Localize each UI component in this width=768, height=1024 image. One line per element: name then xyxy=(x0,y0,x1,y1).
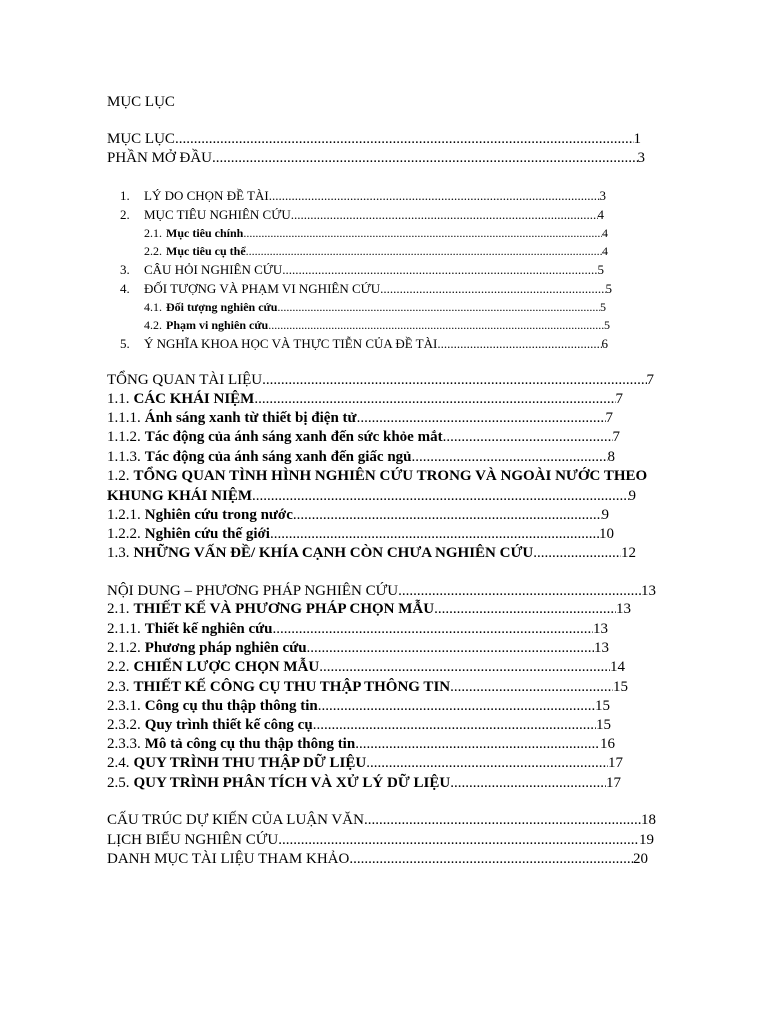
toc-label: TỔNG QUAN TÌNH HÌNH NGHIÊN CỨU TRONG VÀ NGOÀI NƯỚC THEO xyxy=(133,468,648,484)
toc-number: 4. xyxy=(120,281,130,296)
toc-leader xyxy=(349,850,633,869)
toc-label: Ý NGHĨA KHOA HỌC VÀ THỰC TIỄN CỦA ĐỀ TÀI xyxy=(144,336,438,351)
toc-leader xyxy=(450,774,606,793)
toc-page: 14 xyxy=(610,659,625,675)
toc-page: 7 xyxy=(605,410,613,426)
toc-number: 1.1.1. xyxy=(107,410,141,426)
toc-entry xyxy=(107,371,654,390)
toc-leader xyxy=(262,371,646,390)
toc-number: 1.3. xyxy=(107,545,130,561)
toc-page: 6 xyxy=(601,336,608,351)
toc-page: 10 xyxy=(599,526,614,542)
toc-label: Công cụ thu thập thông tin xyxy=(144,698,318,714)
toc-leader xyxy=(443,428,613,447)
toc-label: Thiết kế nghiên cứu xyxy=(144,621,273,637)
toc-number: 1.2.2. xyxy=(107,526,141,542)
toc-entry xyxy=(107,428,620,447)
toc-label: MỤC LỤC xyxy=(107,131,175,147)
toc-label: TỔNG QUAN TÀI LIỆU xyxy=(107,372,263,388)
toc-leader xyxy=(270,525,599,544)
toc-leader xyxy=(437,335,601,353)
toc-page: 13 xyxy=(594,640,609,656)
toc-entry xyxy=(107,620,608,639)
toc-leader xyxy=(269,187,600,205)
toc-leader xyxy=(277,299,600,315)
toc-page: 1 xyxy=(633,131,641,147)
toc-number: 1.1. xyxy=(107,391,130,407)
toc-page: 5 xyxy=(604,318,610,332)
toc-label: NHỮNG VẤN ĐỀ/ KHÍA CẠNH CÒN CHƯA NGHIÊN CỨU xyxy=(133,545,534,561)
toc-label: Phương pháp nghiên cứu xyxy=(144,640,307,656)
toc-number: 2.3.3. xyxy=(107,736,141,752)
toc-label: Tác động của ánh sáng xanh đến sức khỏe mắt xyxy=(144,429,443,445)
toc-leader xyxy=(243,225,602,241)
toc-leader xyxy=(293,506,602,525)
toc-entry xyxy=(120,261,604,279)
toc-leader xyxy=(412,448,608,467)
toc-label: QUY TRÌNH PHÂN TÍCH VÀ XỬ LÝ DỮ LIỆU xyxy=(133,775,451,791)
toc-number: 1. xyxy=(120,188,130,203)
toc-leader xyxy=(318,697,595,716)
toc-label: Mục tiêu chính xyxy=(166,226,244,240)
toc-entry xyxy=(107,774,621,793)
toc-entry xyxy=(107,582,656,601)
toc-leader xyxy=(533,544,621,563)
toc-page: 3 xyxy=(599,188,606,203)
toc-label: ĐỐI TƯỢNG VÀ PHẠM VI NGHIÊN CỨU xyxy=(144,281,381,296)
toc-label: Tác động của ánh sáng xanh đến giấc ngủ xyxy=(144,449,412,465)
toc-entry xyxy=(107,409,613,428)
toc-entry xyxy=(107,467,667,486)
toc-label: Nghiên cứu trong nước xyxy=(144,507,293,523)
toc-label: PHẦN MỞ ĐẦU xyxy=(107,150,213,166)
toc-page: 9 xyxy=(601,507,609,523)
toc-entry xyxy=(107,735,615,754)
toc-label: Nghiên cứu thế giới xyxy=(144,526,270,542)
toc-page: 9 xyxy=(628,488,636,504)
toc-leader xyxy=(313,716,596,735)
toc-entry xyxy=(144,299,606,315)
toc-number: 2.3.2. xyxy=(107,717,141,733)
toc-entry xyxy=(107,697,610,716)
toc-label: KHUNG KHÁI NIỆM xyxy=(107,488,253,504)
toc-leader xyxy=(246,243,602,259)
toc-page: 15 xyxy=(595,698,610,714)
toc-leader xyxy=(398,582,641,601)
toc-entry xyxy=(144,243,608,259)
toc-label: CÁC KHÁI NIỆM xyxy=(133,391,255,407)
toc-label: MỤC TIÊU NGHIÊN CỨU xyxy=(144,207,291,222)
toc-page: 8 xyxy=(607,449,615,465)
toc-entry xyxy=(107,544,636,563)
toc-page: 5 xyxy=(605,281,612,296)
toc-label: Phạm vi nghiên cứu xyxy=(166,318,269,332)
toc-number: 4.1. xyxy=(144,300,162,314)
toc-entry xyxy=(120,206,604,224)
toc-number: 1.2. xyxy=(107,468,130,484)
toc-label: Mô tả công cụ thu thập thông tin xyxy=(144,736,356,752)
toc-page: 13 xyxy=(641,583,656,599)
toc-label: Mục tiêu cụ thể xyxy=(166,244,246,258)
toc-label: LỊCH BIỂU NGHIÊN CỨU xyxy=(107,832,279,848)
toc-page: 12 xyxy=(621,545,636,561)
toc-number: 4.2. xyxy=(144,318,162,332)
toc-entry xyxy=(107,600,631,619)
toc-label: CHIẾN LƯỢC CHỌN MẪU xyxy=(133,659,320,675)
toc-leader xyxy=(282,261,597,279)
toc-page: 15 xyxy=(596,717,611,733)
toc-number: 1.1.3. xyxy=(107,449,141,465)
toc-page: 7 xyxy=(612,429,620,445)
toc-page: 4 xyxy=(602,226,608,240)
toc-page: 4 xyxy=(602,244,608,258)
toc-entry xyxy=(107,390,623,409)
toc-label: THIẾT KẾ CÔNG CỤ THU THẬP THÔNG TIN xyxy=(133,679,451,695)
toc-entry xyxy=(107,506,609,525)
toc-entry xyxy=(144,225,608,241)
toc-leader xyxy=(273,620,593,639)
toc-entry xyxy=(107,850,648,869)
toc-page: 13 xyxy=(593,621,608,637)
toc-entry xyxy=(107,448,615,467)
toc-entry xyxy=(120,280,612,298)
toc-page: 19 xyxy=(639,832,654,848)
toc-leader xyxy=(355,735,600,754)
toc-leader xyxy=(450,678,613,697)
toc-entry xyxy=(107,678,628,697)
toc-page: 4 xyxy=(597,207,604,222)
toc-leader xyxy=(278,831,639,850)
toc-leader xyxy=(254,390,615,409)
toc-label: LÝ DO CHỌN ĐỀ TÀI xyxy=(144,188,269,203)
toc-heading: MỤC LỤC xyxy=(107,94,175,110)
toc-page: 16 xyxy=(600,736,615,752)
toc-entry xyxy=(107,149,645,168)
toc-entry xyxy=(107,639,609,658)
toc-label: Đối tượng nghiên cứu xyxy=(166,300,278,314)
toc-leader xyxy=(252,487,628,506)
toc-number: 5. xyxy=(120,336,130,351)
toc-page: 5 xyxy=(600,300,606,314)
toc-number: 2.2. xyxy=(107,659,130,675)
toc-leader xyxy=(434,600,616,619)
toc-number: 3. xyxy=(120,262,130,277)
toc-entry-continued xyxy=(107,487,636,506)
toc-number: 1.1.2. xyxy=(107,429,141,445)
toc-entry xyxy=(107,754,623,773)
toc-leader xyxy=(175,130,634,149)
toc-page: 3 xyxy=(637,150,645,166)
toc-page: 18 xyxy=(641,812,656,828)
toc-leader xyxy=(291,206,598,224)
toc-label: DANH MỤC TÀI LIỆU THAM KHẢO xyxy=(107,851,350,867)
toc-leader xyxy=(319,658,610,677)
toc-page: 5 xyxy=(597,262,604,277)
toc-number: 2.5. xyxy=(107,775,130,791)
toc-number: 1.2.1. xyxy=(107,507,141,523)
toc-number: 2. xyxy=(120,207,130,222)
toc-leader xyxy=(307,639,594,658)
toc-page: 20 xyxy=(633,851,648,867)
toc-number: 2.1.1. xyxy=(107,621,141,637)
toc-leader xyxy=(212,149,637,168)
toc-number: 2.1. xyxy=(107,601,130,617)
toc-number: 2.3. xyxy=(107,679,130,695)
toc-label: CÂU HỎI NGHIÊN CỨU xyxy=(144,262,283,277)
toc-label: THIẾT KẾ VÀ PHƯƠNG PHÁP CHỌN MẪU xyxy=(133,601,435,617)
toc-number: 2.2. xyxy=(144,244,162,258)
toc-leader xyxy=(357,409,606,428)
toc-leader xyxy=(380,280,605,298)
toc-number: 2.3.1. xyxy=(107,698,141,714)
toc-entry xyxy=(120,187,606,205)
toc-number: 2.1. xyxy=(144,226,162,240)
toc-leader xyxy=(364,811,641,830)
toc-page: 7 xyxy=(646,372,654,388)
toc-entry xyxy=(107,831,654,850)
toc-entry xyxy=(107,716,611,735)
toc-page: 13 xyxy=(616,601,631,617)
toc-entry xyxy=(107,811,656,830)
toc-entry xyxy=(107,525,614,544)
toc-label: NỘI DUNG – PHƯƠNG PHÁP NGHIÊN CỨU xyxy=(107,583,399,599)
toc-entry xyxy=(107,130,641,149)
toc-entry xyxy=(144,317,610,333)
toc-leader xyxy=(268,317,604,333)
toc-page: 17 xyxy=(608,755,623,771)
toc-entry xyxy=(120,335,608,353)
toc-leader xyxy=(366,754,608,773)
toc-number: 2.1.2. xyxy=(107,640,141,656)
toc-label: Ánh sáng xanh từ thiết bị điện tử xyxy=(144,410,357,426)
toc-label: QUY TRÌNH THU THẬP DỮ LIỆU xyxy=(133,755,367,771)
toc-page: 15 xyxy=(613,679,628,695)
toc-number: 2.4. xyxy=(107,755,130,771)
toc-label: Quy trình thiết kế công cụ xyxy=(144,717,313,733)
toc-entry xyxy=(107,658,625,677)
toc-label: CẤU TRÚC DỰ KIẾN CỦA LUẬN VĂN xyxy=(107,812,364,828)
toc-page: 17 xyxy=(606,775,621,791)
toc-page: 7 xyxy=(615,391,623,407)
